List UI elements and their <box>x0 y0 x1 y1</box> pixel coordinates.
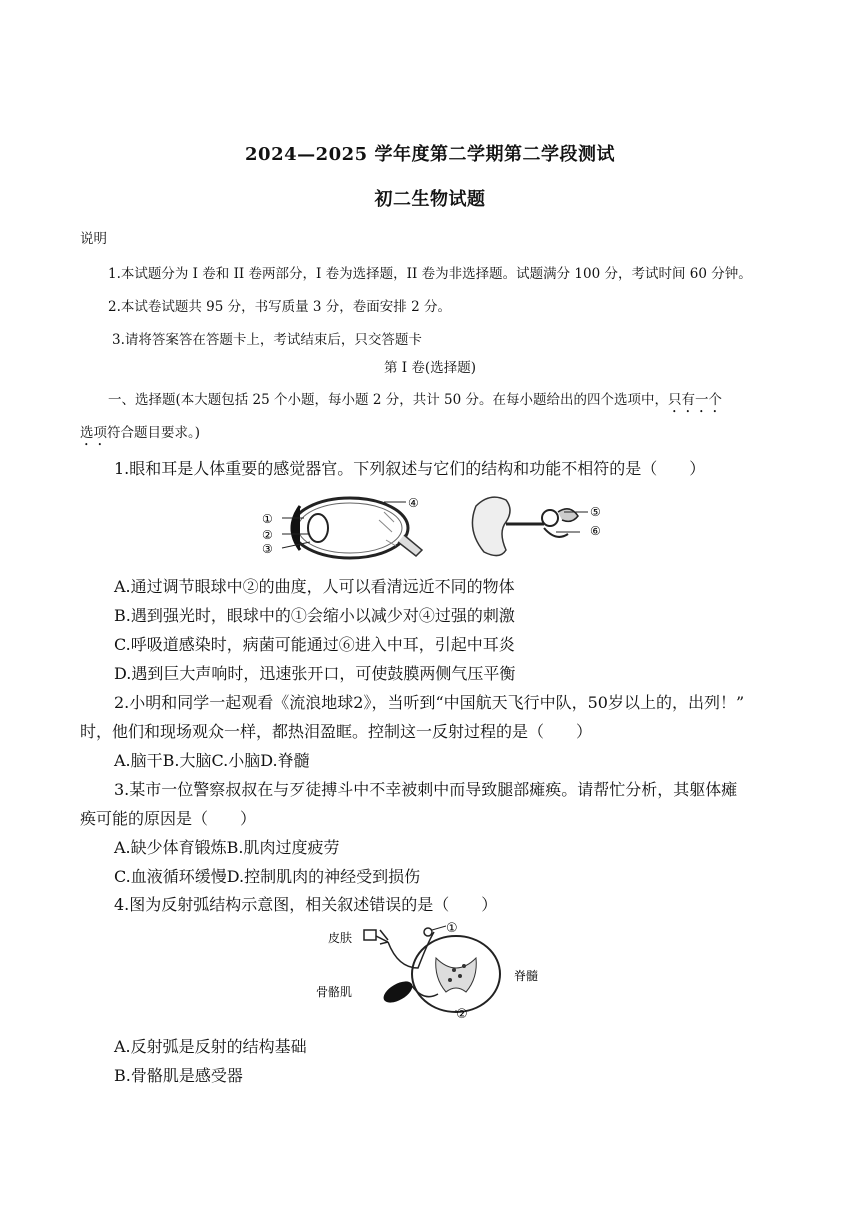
section-intro-emphasis: 只有一个 <box>667 392 722 408</box>
section-title: 第 I 卷(选择题) <box>384 360 476 376</box>
eye-label-2: ② <box>262 528 273 542</box>
q2-stem-line-1: 2.小明和同学一起观看《流浪地球2》，当听到“中国航天飞行中队，50岁以上的，出列！” <box>114 693 745 712</box>
q3-stem-line-1: 3.某市一位警察叔叔在与歹徒搏斗中不幸被刺中而导致腿部瘫痪。请帮忙分析，其躯体瘫 <box>114 780 738 799</box>
q1-figure <box>244 490 624 568</box>
q1-option-a: A.通过调节眼球中②的曲度，人可以看清远近不同的物体 <box>114 577 515 596</box>
q4-label-2: ② <box>456 1007 468 1022</box>
q3-options-line-1: A.缺少体育锻炼B.肌肉过度疲劳 <box>114 838 340 857</box>
q1-option-b: B.遇到强光时，眼球中的①会缩小以减少对④过强的刺激 <box>114 606 515 625</box>
ear-label-6: ⑥ <box>590 524 601 538</box>
q4-option-a: A.反射弧是反射的结构基础 <box>114 1037 307 1056</box>
eye-label-1: ① <box>262 512 273 526</box>
q2-stem-line-2: 时，他们和现场观众一样，都热泪盈眶。控制这一反射过程的是（ ） <box>80 722 593 741</box>
q4-figure <box>316 918 558 1022</box>
exam-subtitle: 初二生物试题 <box>374 189 486 210</box>
q1-option-c: C.呼吸道感染时，病菌可能通过⑥进入中耳，引起中耳炎 <box>114 635 515 654</box>
q3-options-line-2: C.血液循环缓慢D.控制肌肉的神经受到损伤 <box>114 867 421 886</box>
q1-stem: 1.眼和耳是人体重要的感觉器官。下列叙述与它们的结构和功能不相符的是（ ） <box>114 459 706 478</box>
q2-options: A.脑干B.大脑C.小脑D.脊髓 <box>114 751 310 770</box>
q4-option-b: B.骨骼肌是感受器 <box>114 1066 243 1085</box>
section-intro-text-2: 符合题目要求。) <box>107 425 201 441</box>
ear-diagram-icon <box>472 497 588 555</box>
eye-label-3: ③ <box>262 542 273 556</box>
reflex-arc-diagram-icon <box>364 926 500 1012</box>
q4-stem: 4.图为反射弧结构示意图，相关叙述错误的是（ ） <box>114 895 498 914</box>
q4-label-muscle: 骨骼肌 <box>316 985 353 999</box>
instruction-item-1: 1.本试题分为 I 卷和 II 卷两部分，I 卷为选择题，II 卷为非选择题。试题满分 100 分，考试时间 60 分钟。 <box>108 266 752 282</box>
exam-title: 2024—2025 学年度第二学期第二学段测试 <box>245 144 615 165</box>
q4-label-1: ① <box>446 921 458 936</box>
ear-label-5: ⑤ <box>590 505 601 519</box>
instructions-label: 说明 <box>80 231 107 247</box>
q4-label-spinal-cord: 脊髓 <box>514 969 539 983</box>
section-intro-text: 一、选择题(本大题包括 25 个小题，每小题 2 分，共计 50 分。在每小题给出的四个选项中， <box>108 392 668 408</box>
instruction-item-2: 2.本试卷试题共 95 分，书写质量 3 分，卷面安排 2 分。 <box>108 299 451 315</box>
section-intro-line-1 <box>108 388 722 416</box>
eye-label-4: ④ <box>408 496 419 510</box>
q3-stem-line-2: 痪可能的原因是（ ） <box>80 809 257 828</box>
q1-option-d: D.遇到巨大声响时，迅速张开口，可使鼓膜两侧气压平衡 <box>114 664 516 683</box>
eye-diagram-icon <box>282 498 422 558</box>
q4-label-skin: 皮肤 <box>328 931 353 945</box>
section-intro-line-2 <box>80 421 200 449</box>
section-intro-emphasis-2: 选项 <box>80 425 107 441</box>
instruction-item-3: 3.请将答案答在答题卡上，考试结束后，只交答题卡 <box>112 332 422 348</box>
